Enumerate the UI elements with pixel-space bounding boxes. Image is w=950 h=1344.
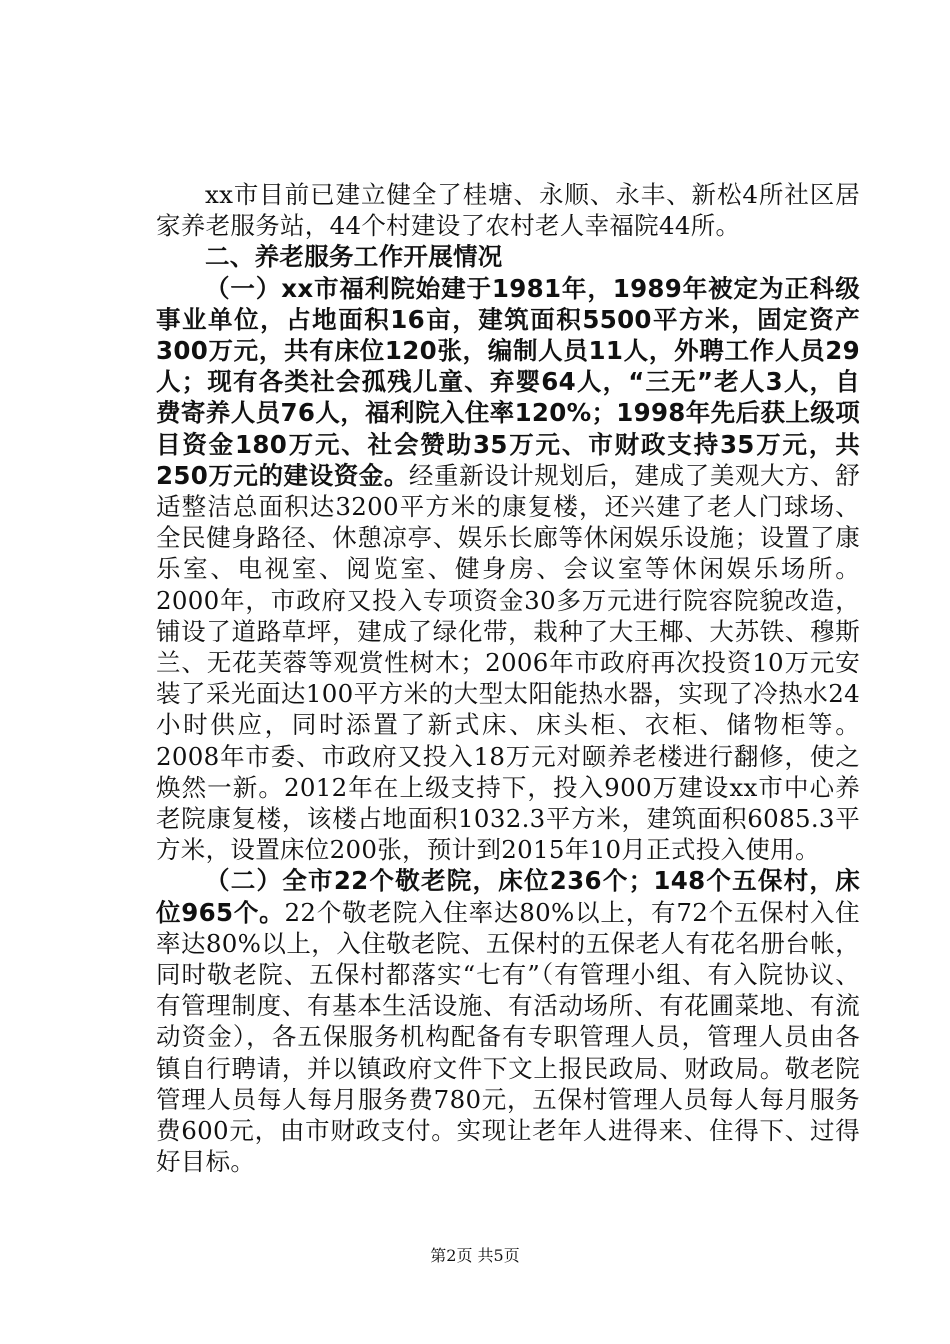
paragraph-lead: （一）xx市福利院始建于1981年，1989年被定为正科级事业单位，占地面积16亩，建筑面积5500平方米，固定资产300万元，共有床位120张，编制人员11人，外聘工作人员29人；现有各类社会孤残儿童、弃婴64人，“三无”老人3人，自费寄养人员76人，福利院入住率120%；1998年先后获上级项目资金180万元、社会赞助35万元、市财政支持35万元，共250万元的建设资金。 — [156, 273, 860, 490]
document-body — [156, 179, 860, 1178]
paragraph-welfare-institute — [156, 273, 860, 866]
section-heading — [156, 241, 860, 272]
paragraph-lead: （二）全市22个敬老院，床位236个；148个五保村，床位965个。 — [156, 866, 860, 927]
paragraph-nursing-homes — [156, 865, 860, 1177]
paragraph-community-stations — [156, 179, 860, 241]
paragraph-text: 经重新设计规划后，建成了美观大方、舒适整洁总面积达3200平方米的康复楼，还兴建了老人门球场、全民健身路径、休憩凉亭、娱乐长廊等休闲娱乐设施；设置了康乐室、电视室、阅览室、健身房、会议室等休闲娱乐场所。2000年，市政府又投入专项资金30多万元进行院容院貌改造，铺设了道路草坪，建成了绿化带，栽种了大王椰、大苏铁、穆斯兰、无花芙蓉等观赏性树木；2006年市政府再次投资10万元安装了采光面达100平方米的大型太阳能热水器，实现了冷热水24小时供应，同时添置了新式床、床头柜、衣柜、储物柜等。2008年市委、市政府又投入18万元对颐养老楼进行翻修，使之焕然一新。2012年在上级支持下，投入900万建设xx市中心养老院康复楼，该楼占地面积1032.3平方米，建筑面积6085.3平方米，设置床位200张，预计到2015年10月正式投入使用。 — [156, 460, 860, 865]
section-heading-text: 二、养老服务工作开展情况 — [205, 242, 503, 272]
paragraph-text: 22个敬老院入住率达80%以上，有72个五保村入住率达80%以上，入住敬老院、五保村的五保老人有花名册台帐，同时敬老院、五保村都落实“七有”（有管理小组、有入院协议、有管理制度、有基本生活设施、有活动场所、有花圃菜地、有流动资金），各五保服务机构配备有专职管理人员，管理人员由各镇自行聘请，并以镇政府文件下文上报民政局、财政局。敬老院管理人员每人每月服务费780元，五保村管理人员每人每月服务费600元，由市财政支付。实现让老年人进得来、住得下、过得好目标。 — [156, 897, 860, 1177]
paragraph-text: xx市目前已建立健全了桂塘、永顺、永丰、新松4所社区居家养老服务站，44个村建设了农村老人幸福院44所。 — [156, 180, 860, 241]
page-number-footer: 第2页 共5页 — [430, 1246, 520, 1265]
